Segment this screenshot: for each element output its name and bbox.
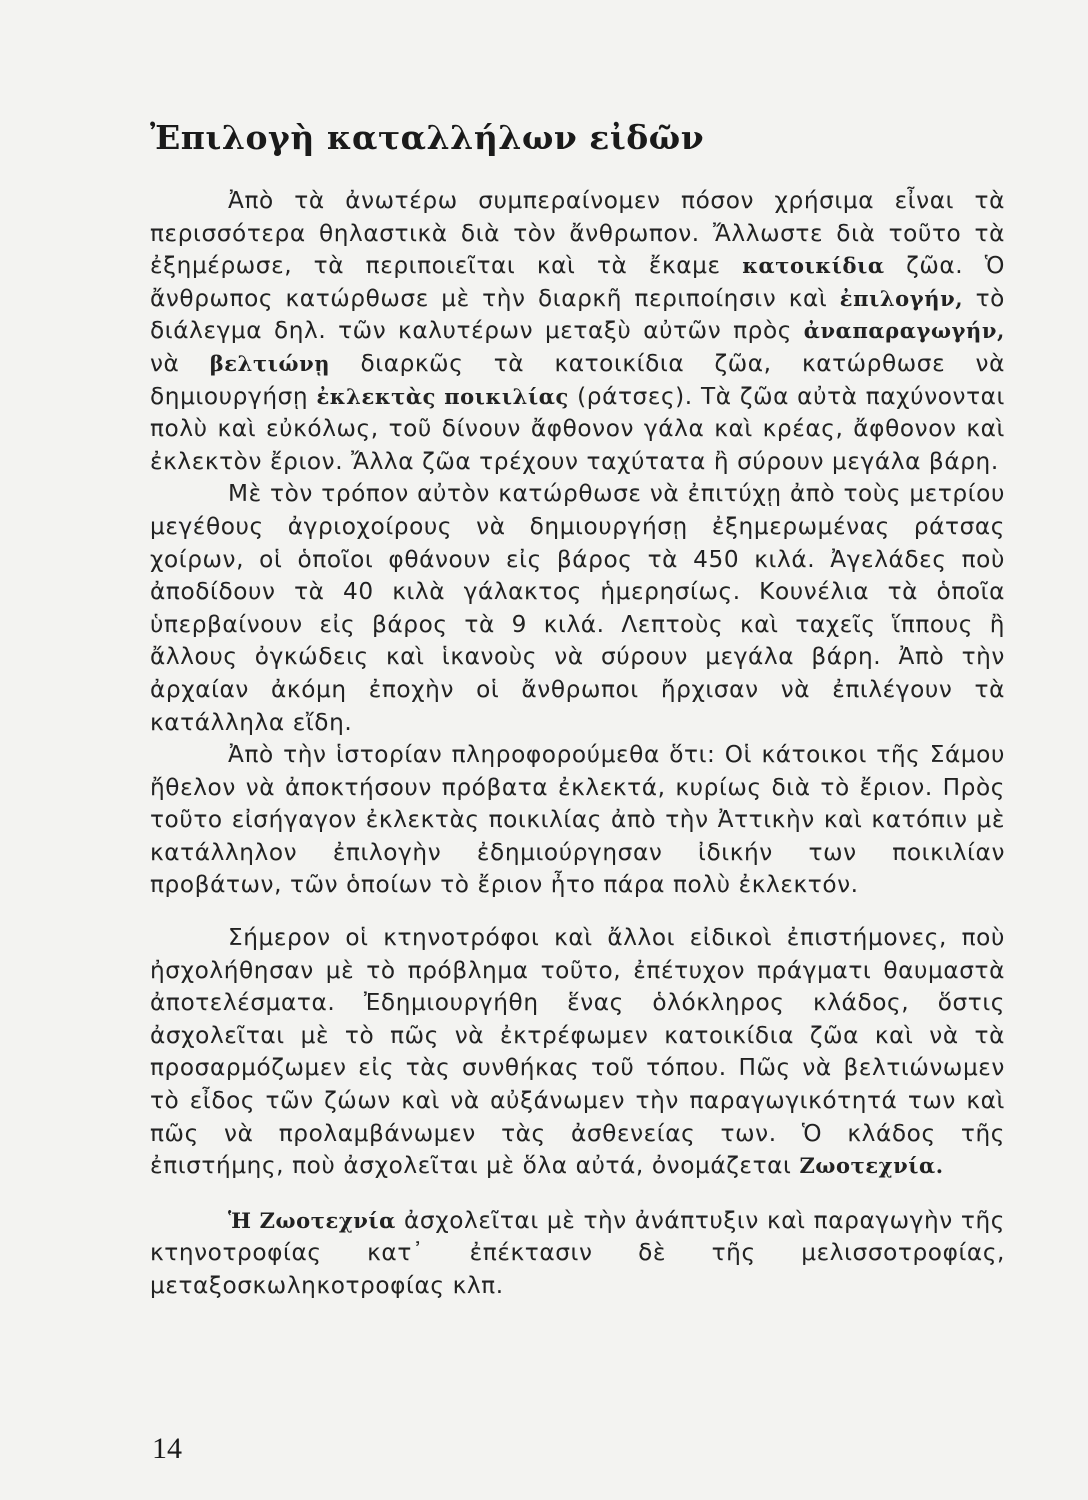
term-eklektes-poikilies: ἐκλεκτὰς ποικιλίας <box>316 383 569 409</box>
term-zootechnia: Ζωοτεχνία. <box>799 1153 944 1179</box>
section-title: Ἐπιλογὴ καταλλήλων εἰδῶν <box>150 118 705 157</box>
paragraph-4: Σήμερον οἱ κτηνοτρόφοι καὶ ἄλλοι εἰδικοὶ ἐπιστήμονες, ποὺ ἠσχολήθησαν μὲ τὸ πρόβλημα τοῦτο, ἐπέτυχον πράγματι θαυμαστὰ ἀποτελέσματα. Ἐδημιουργήθη ἕνας ὁλόκληρος κλάδος, ὅστις ἀσχολεῖται μὲ τὸ πῶς νὰ ἐκτρέφωμεν κατοικίδια ζῶα καὶ νὰ τὰ προσαρμόζωμεν εἰς τὰς συνθήκας τοῦ τόπου. Πῶς νὰ βελτιώνωμεν τὸ εἶδος τῶν ζώων καὶ νὰ αὐξάνωμεν τὴν παραγωγικότητά των καὶ πῶς νὰ προλαμβάνωμεν τὰς ἀσθενείας των. Ὁ κλάδος τῆς ἐπιστήμης, ποὺ ἀσχολεῖται μὲ ὅλα αὐτά, ὀνομάζεται Ζωοτεχνία. <box>150 924 1005 1180</box>
paragraph-3: Ἀπὸ τὴν ἱστορίαν πληροφορούμεθα ὅτι: Οἱ κάτοικοι τῆς Σάμου ἤθελον νὰ ἀποκτήσουν πρόβατα ἐκλεκτά, κυρίως διὰ τὸ ἔριον. Πρὸς τοῦτο εἰσήγαγον ἐκλεκτὰς ποικιλίας ἀπὸ τὴν Ἀττικὴν καὶ κατόπιν μὲ κατάλληλον ἐπιλογὴν ἐδημιούργησαν ἰδικήν των ποικιλίαν προβάτων, τῶν ὁποίων τὸ ἔριον ἦτο πάρα πολὺ ἐκλεκτόν. <box>150 741 1005 899</box>
paragraph-1: Ἀπὸ τὰ ἀνωτέρω συμπεραίνομεν πόσον χρήσιμα εἶναι τὰ περισσότερα θηλαστικὰ διὰ τὸν ἄνθρωπον. Ἄλλωστε διὰ τοῦτο τὰ ἐξημέρωσε, τὰ περιποιεῖται καὶ τὰ ἔκαμε κατοικίδια ζῶα. Ὁ ἄνθρωπος κατώρθωσε μὲ τὴν διαρκῆ περιποίησιν καὶ ἐπιλογήν, τὸ διάλεγμα δηλ. τῶν καλυτέρων μεταξὺ αὐτῶν πρὸς ἀναπαραγωγήν, νὰ βελτιώνῃ διαρκῶς τὰ κατοικίδια ζῶα, κατώρθωσε νὰ δημιουργήσῃ ἐκλεκτὰς ποικιλίας (ράτσες). Τὰ ζῶα αὐτὰ παχύνονται πολὺ καὶ εὐκόλως, τοῦ δίνουν ἄφθονον γάλα καὶ κρέας, ἄφθονον καὶ ἐκλεκτὸν ἔριον. Ἄλλα ζῶα τρέχουν ταχύτατα ἢ σύρουν μεγάλα βάρη. <box>150 187 1005 475</box>
paragraph-2: Μὲ τὸν τρόπον αὐτὸν κατώρθωσε νὰ ἐπιτύχῃ ἀπὸ τοὺς μετρίου μεγέθους ἀγριοχοίρους νὰ δημιουργήσῃ ἐξημερωμένας ράτσας χοίρων, οἱ ὁποῖοι φθάνουν εἰς βάρος τὰ 450 κιλά. Ἀγελάδες ποὺ ἀποδίδουν τὰ 40 κιλὰ γάλακτος ἡμερησίως. Κουνέλια τὰ ὁποῖα ὑπερβαίνουν εἰς βάρος τὰ 9 κιλά. Λεπτοὺς καὶ ταχεῖς ἵππους ἢ ἄλλους ὀγκώδεις καὶ ἱκανοὺς νὰ σύρουν μεγάλα βάρη. Ἀπὸ τὴν ἀρχαίαν ἀκόμη ἐποχὴν οἱ ἄνθρωποι ἤρχισαν νὰ ἐπιλέγουν τὰ κατάλληλα εἴδη. <box>150 480 1005 736</box>
term-i-zootechnia: Ἡ Ζωοτεχνία <box>228 1207 396 1233</box>
term-katoikidia: κατοικίδια <box>742 253 885 279</box>
paragraph-5: Ἡ Ζωοτεχνία ἀσχολεῖται μὲ τὴν ἀνάπτυξιν καὶ παραγωγὴν τῆς κτηνοτροφίας κατ᾽ ἐπέκτασιν δὲ τῆς μελισσοτροφίας, μεταξοσκωληκοτροφίας κλπ. <box>150 1206 1005 1299</box>
term-veltioni: βελτιώνῃ <box>209 350 331 376</box>
term-anaparagogi: ἀναπαραγωγήν, <box>803 318 1005 344</box>
page-body <box>150 118 1005 1303</box>
page-number: 14 <box>152 1432 182 1465</box>
term-epilogi: ἐπιλογήν, <box>839 285 964 311</box>
